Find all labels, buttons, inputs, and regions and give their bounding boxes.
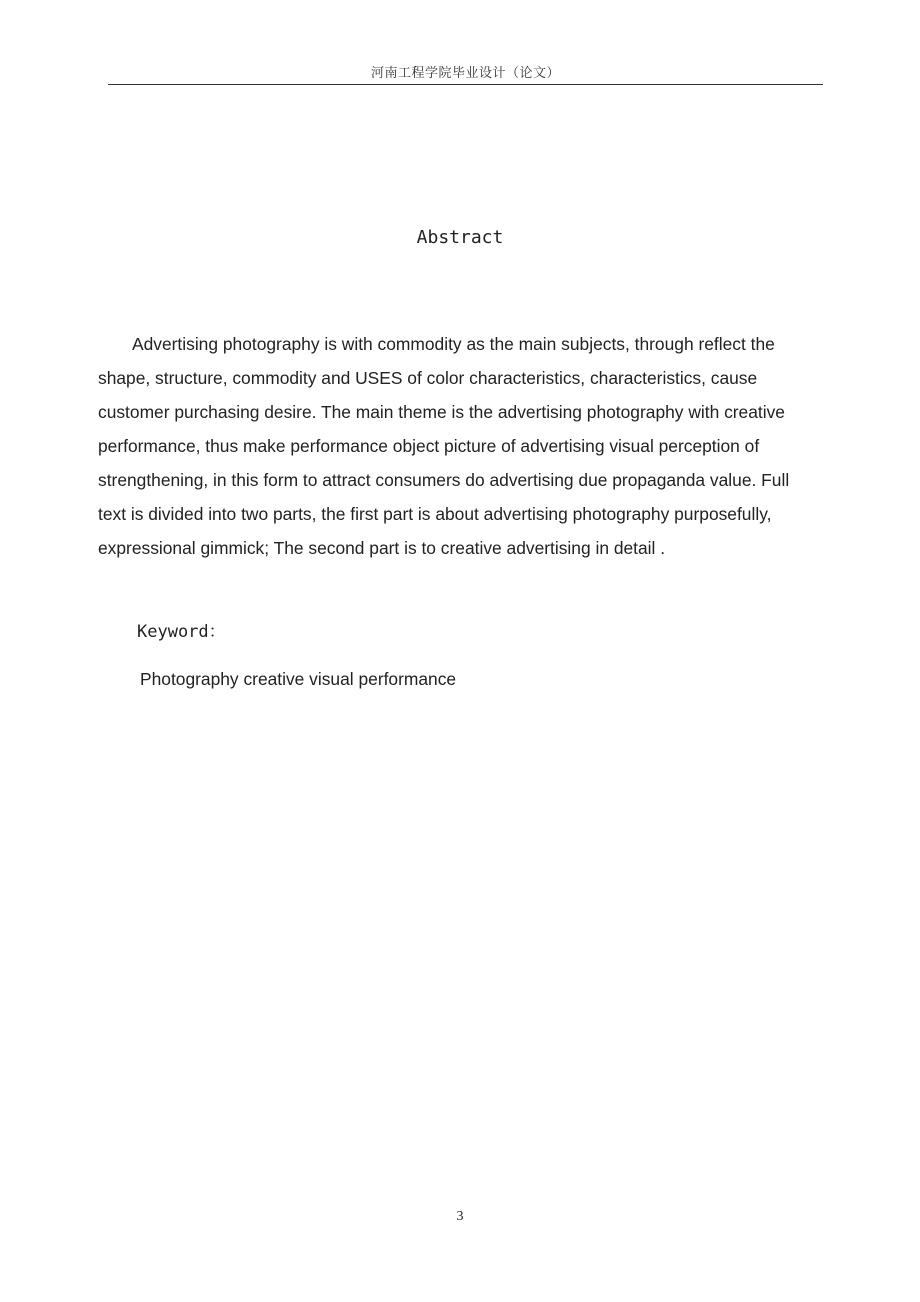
abstract-body: Advertising photography is with commodity as the main subjects, through reflect the shape, structure, commodity and USES of color characteristics, characteristics, cause customer purchasing desire. The main theme is the advertising photography with creative performance, thus make performance object picture of advertising visual perception of strengthening, in this form to attract consumers do advertising due propaganda value. Full text is divided into two parts, the first part is about advertising photography purposefully, expressional gimmick; The second part is to creative advertising in detail . — [98, 334, 790, 558]
page-header: 河南工程学院毕业设计（论文） — [370, 66, 560, 81]
abstract-title: Abstract — [416, 227, 504, 248]
keyword-label: Keyword： — [137, 622, 226, 642]
header-divider — [108, 84, 823, 85]
page-number: 3 — [456, 1209, 464, 1224]
keyword-list: Photography creative visual performance — [140, 669, 457, 689]
